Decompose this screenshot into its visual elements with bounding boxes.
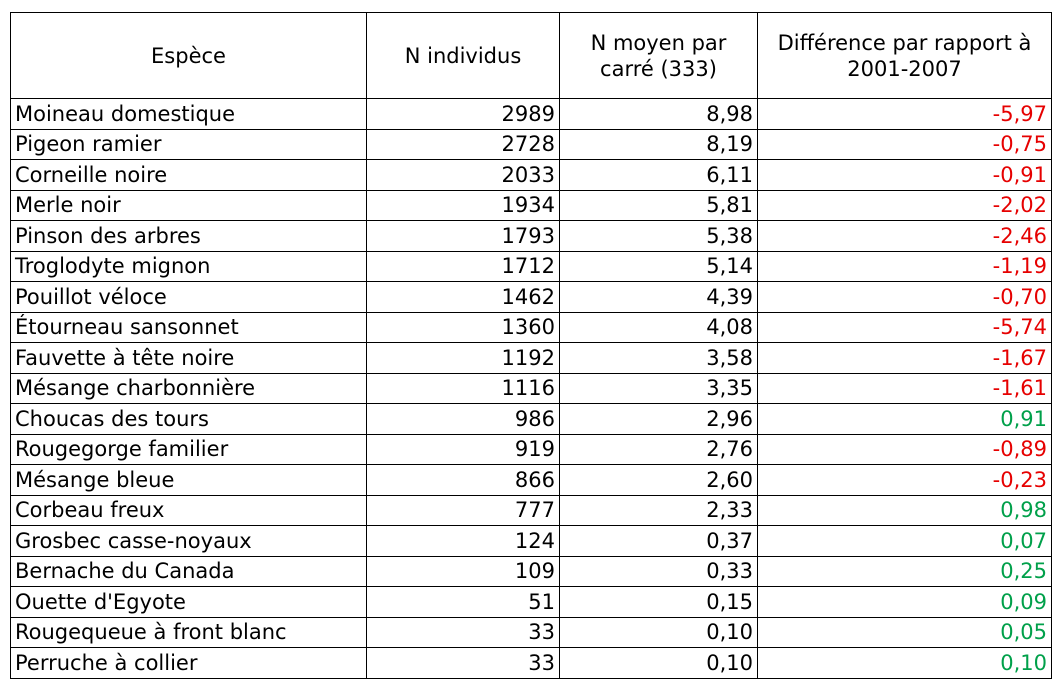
cell-count: 33 xyxy=(367,648,560,679)
cell-species: Mésange charbonnière xyxy=(11,373,367,404)
cell-diff: -1,61 xyxy=(758,373,1052,404)
cell-species: Perruche à collier xyxy=(11,648,367,679)
table-row xyxy=(11,526,1052,557)
cell-mean: 5,14 xyxy=(560,251,758,282)
table-row xyxy=(11,556,1052,587)
cell-species: Pinson des arbres xyxy=(11,221,367,252)
cell-species: Pigeon ramier xyxy=(11,129,367,160)
cell-diff: 0,05 xyxy=(758,617,1052,648)
table-row xyxy=(11,251,1052,282)
cell-species: Choucas des tours xyxy=(11,404,367,435)
cell-diff: -0,91 xyxy=(758,160,1052,191)
cell-species: Moineau domestique xyxy=(11,99,367,130)
cell-diff: -2,02 xyxy=(758,190,1052,221)
cell-species: Pouillot véloce xyxy=(11,282,367,313)
table-row xyxy=(11,404,1052,435)
cell-mean: 2,96 xyxy=(560,404,758,435)
cell-mean: 2,60 xyxy=(560,465,758,496)
cell-species: Fauvette à tête noire xyxy=(11,343,367,374)
cell-count: 777 xyxy=(367,495,560,526)
cell-count: 33 xyxy=(367,617,560,648)
cell-mean: 0,33 xyxy=(560,556,758,587)
species-table xyxy=(10,12,1052,679)
cell-mean: 2,33 xyxy=(560,495,758,526)
cell-count: 51 xyxy=(367,587,560,618)
cell-species: Ouette d'Egyote xyxy=(11,587,367,618)
cell-species: Corbeau freux xyxy=(11,495,367,526)
cell-diff: 0,25 xyxy=(758,556,1052,587)
cell-mean: 0,15 xyxy=(560,587,758,618)
cell-species: Rougegorge familier xyxy=(11,434,367,465)
cell-mean: 0,37 xyxy=(560,526,758,557)
cell-diff: -2,46 xyxy=(758,221,1052,252)
table-row xyxy=(11,434,1052,465)
table-row xyxy=(11,190,1052,221)
table-body xyxy=(11,99,1052,679)
table-row xyxy=(11,343,1052,374)
cell-mean: 0,10 xyxy=(560,648,758,679)
cell-diff: -5,74 xyxy=(758,312,1052,343)
cell-diff: -1,19 xyxy=(758,251,1052,282)
table-row xyxy=(11,648,1052,679)
table-row xyxy=(11,312,1052,343)
header-mean: N moyen par carré (333) xyxy=(560,13,758,99)
cell-count: 1192 xyxy=(367,343,560,374)
table-row xyxy=(11,160,1052,191)
table-row xyxy=(11,129,1052,160)
cell-count: 1462 xyxy=(367,282,560,313)
cell-mean: 3,58 xyxy=(560,343,758,374)
cell-count: 2033 xyxy=(367,160,560,191)
cell-species: Étourneau sansonnet xyxy=(11,312,367,343)
cell-mean: 2,76 xyxy=(560,434,758,465)
header-count: N individus xyxy=(367,13,560,99)
cell-count: 866 xyxy=(367,465,560,496)
cell-mean: 5,38 xyxy=(560,221,758,252)
cell-diff: -0,23 xyxy=(758,465,1052,496)
table-row xyxy=(11,221,1052,252)
cell-mean: 8,98 xyxy=(560,99,758,130)
cell-diff: 0,09 xyxy=(758,587,1052,618)
cell-diff: 0,98 xyxy=(758,495,1052,526)
cell-count: 124 xyxy=(367,526,560,557)
cell-mean: 4,08 xyxy=(560,312,758,343)
cell-count: 109 xyxy=(367,556,560,587)
cell-mean: 3,35 xyxy=(560,373,758,404)
header-species: Espèce xyxy=(11,13,367,99)
cell-mean: 6,11 xyxy=(560,160,758,191)
table-row xyxy=(11,373,1052,404)
cell-diff: 0,91 xyxy=(758,404,1052,435)
cell-species: Grosbec casse-noyaux xyxy=(11,526,367,557)
table-row xyxy=(11,587,1052,618)
cell-count: 1360 xyxy=(367,312,560,343)
cell-mean: 5,81 xyxy=(560,190,758,221)
cell-species: Mésange bleue xyxy=(11,465,367,496)
cell-species: Merle noir xyxy=(11,190,367,221)
header-row xyxy=(11,13,1052,99)
table-row xyxy=(11,495,1052,526)
cell-diff: -0,75 xyxy=(758,129,1052,160)
cell-count: 1793 xyxy=(367,221,560,252)
table-row xyxy=(11,617,1052,648)
cell-species: Troglodyte mignon xyxy=(11,251,367,282)
cell-count: 1712 xyxy=(367,251,560,282)
cell-count: 986 xyxy=(367,404,560,435)
cell-count: 2728 xyxy=(367,129,560,160)
cell-mean: 0,10 xyxy=(560,617,758,648)
cell-mean: 8,19 xyxy=(560,129,758,160)
cell-species: Corneille noire xyxy=(11,160,367,191)
cell-count: 1116 xyxy=(367,373,560,404)
cell-mean: 4,39 xyxy=(560,282,758,313)
cell-species: Rougequeue à front blanc xyxy=(11,617,367,648)
cell-count: 919 xyxy=(367,434,560,465)
table-row xyxy=(11,465,1052,496)
cell-diff: -1,67 xyxy=(758,343,1052,374)
cell-species: Bernache du Canada xyxy=(11,556,367,587)
cell-diff: -0,70 xyxy=(758,282,1052,313)
cell-diff: -5,97 xyxy=(758,99,1052,130)
cell-count: 1934 xyxy=(367,190,560,221)
cell-diff: 0,07 xyxy=(758,526,1052,557)
header-diff: Différence par rapport à 2001-2007 xyxy=(758,13,1052,99)
cell-diff: -0,89 xyxy=(758,434,1052,465)
cell-count: 2989 xyxy=(367,99,560,130)
cell-diff: 0,10 xyxy=(758,648,1052,679)
table-row xyxy=(11,99,1052,130)
table-row xyxy=(11,282,1052,313)
